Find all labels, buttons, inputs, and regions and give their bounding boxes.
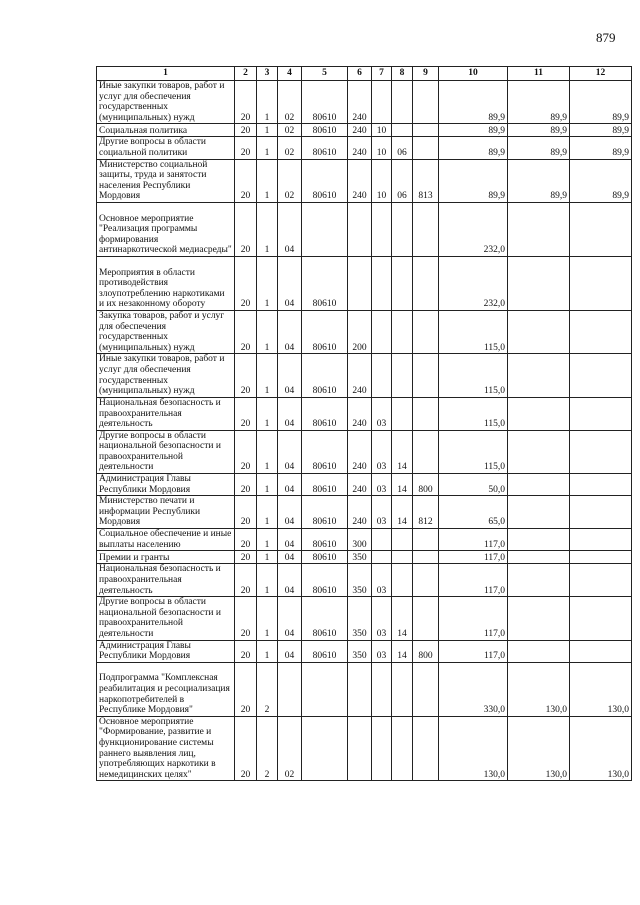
table-cell: 800: [413, 640, 439, 662]
table-cell: [508, 397, 570, 430]
table-cell: [413, 81, 439, 124]
row-name-cell: Администрация Главы Республики Мордовия: [97, 474, 235, 496]
table-cell: 20: [235, 310, 257, 353]
table-cell: [392, 202, 413, 256]
table-cell: 03: [372, 474, 392, 496]
table-cell: 80610: [302, 137, 348, 159]
table-cell: 04: [278, 202, 302, 256]
table-cell: 240: [348, 354, 372, 397]
table-cell: 80610: [302, 397, 348, 430]
table-row: [97, 354, 632, 397]
table-cell: 300: [348, 529, 372, 551]
table-cell: [570, 640, 632, 662]
table-cell: 1: [257, 310, 278, 353]
table-cell: 130,0: [570, 716, 632, 781]
table-cell: 80610: [302, 159, 348, 202]
table-cell: 232,0: [439, 256, 508, 310]
table-cell: [413, 430, 439, 473]
table-cell: 80610: [302, 354, 348, 397]
column-header: 10: [439, 67, 508, 81]
table-cell: 10: [372, 137, 392, 159]
table-cell: 10: [372, 159, 392, 202]
table-cell: 80610: [302, 564, 348, 597]
table-cell: [413, 564, 439, 597]
table-cell: 20: [235, 124, 257, 137]
table-cell: 80610: [302, 256, 348, 310]
table-cell: [278, 662, 302, 716]
table-cell: 1: [257, 159, 278, 202]
table-cell: 350: [348, 597, 372, 640]
table-cell: 200: [348, 310, 372, 353]
table-cell: 89,9: [439, 137, 508, 159]
column-header: 7: [372, 67, 392, 81]
table-cell: 130,0: [570, 662, 632, 716]
table-cell: 04: [278, 496, 302, 529]
table-cell: 20: [235, 640, 257, 662]
table-cell: 1: [257, 256, 278, 310]
row-name-cell: Подпрограмма "Комплексная реабилитация и ресоциализация наркопотребителей в Республике Мордовия": [97, 662, 235, 716]
column-header: 1: [97, 67, 235, 81]
table-cell: 89,9: [439, 81, 508, 124]
table-row: [97, 81, 632, 124]
table-cell: 240: [348, 474, 372, 496]
table-cell: [392, 529, 413, 551]
table-cell: 20: [235, 597, 257, 640]
table-cell: 04: [278, 430, 302, 473]
column-header: 11: [508, 67, 570, 81]
table-cell: 240: [348, 159, 372, 202]
table-cell: 1: [257, 551, 278, 564]
table-row: [97, 124, 632, 137]
table-cell: [302, 716, 348, 781]
row-name-cell: Иные закупки товаров, работ и услуг для обеспечения государственных (муниципальных) нужд: [97, 81, 235, 124]
table-cell: 04: [278, 354, 302, 397]
table-cell: [372, 354, 392, 397]
row-name-cell: Министерство социальной защиты, труда и занятости населения Республики Мордовия: [97, 159, 235, 202]
table-cell: 04: [278, 597, 302, 640]
table-cell: 240: [348, 124, 372, 137]
table-row: [97, 640, 632, 662]
table-cell: 03: [372, 640, 392, 662]
table-cell: 02: [278, 159, 302, 202]
table-cell: 240: [348, 81, 372, 124]
column-header: 9: [413, 67, 439, 81]
table-cell: [392, 256, 413, 310]
table-cell: [372, 551, 392, 564]
table-cell: [413, 597, 439, 640]
table-cell: 20: [235, 81, 257, 124]
table-cell: 06: [392, 137, 413, 159]
row-name-cell: Национальная безопасность и правоохранительная деятельность: [97, 564, 235, 597]
table-row: [97, 564, 632, 597]
row-name-cell: Администрация Главы Республики Мордовия: [97, 640, 235, 662]
table-cell: 1: [257, 529, 278, 551]
table-cell: 812: [413, 496, 439, 529]
table-cell: 80610: [302, 310, 348, 353]
table-cell: [570, 354, 632, 397]
table-cell: 20: [235, 662, 257, 716]
table-cell: [413, 397, 439, 430]
table-cell: [508, 640, 570, 662]
table-cell: [392, 124, 413, 137]
table-cell: 240: [348, 430, 372, 473]
table-cell: 02: [278, 137, 302, 159]
table-cell: [372, 310, 392, 353]
table-cell: [570, 397, 632, 430]
table-cell: 65,0: [439, 496, 508, 529]
table-cell: 2: [257, 662, 278, 716]
table-cell: [372, 81, 392, 124]
table-cell: [570, 474, 632, 496]
table-cell: [413, 529, 439, 551]
row-name-cell: Премии и гранты: [97, 551, 235, 564]
table-cell: 1: [257, 81, 278, 124]
table-row: [97, 430, 632, 473]
table-cell: 1: [257, 397, 278, 430]
table-cell: 89,9: [508, 124, 570, 137]
budget-table: [96, 66, 632, 781]
table-row: [97, 474, 632, 496]
row-name-cell: Другие вопросы в области национальной безопасности и правоохранительной деятельности: [97, 597, 235, 640]
row-name-cell: Мероприятия в области противодействия злоупотреблению наркотиками и их незаконному обороту: [97, 256, 235, 310]
table-cell: 04: [278, 551, 302, 564]
table-row: [97, 397, 632, 430]
table-cell: 89,9: [439, 124, 508, 137]
table-cell: 14: [392, 430, 413, 473]
table-cell: [570, 202, 632, 256]
table-row: [97, 529, 632, 551]
table-cell: 1: [257, 137, 278, 159]
table-row: [97, 202, 632, 256]
column-header: 6: [348, 67, 372, 81]
table-cell: 14: [392, 640, 413, 662]
table-cell: 1: [257, 640, 278, 662]
table-cell: 89,9: [570, 124, 632, 137]
table-cell: [348, 202, 372, 256]
table-cell: 03: [372, 397, 392, 430]
table-cell: [413, 202, 439, 256]
table-cell: 89,9: [508, 159, 570, 202]
table-cell: 04: [278, 310, 302, 353]
table-cell: [570, 256, 632, 310]
table-row: [97, 662, 632, 716]
table-cell: 04: [278, 640, 302, 662]
table-cell: 80610: [302, 124, 348, 137]
table-cell: [348, 662, 372, 716]
table-cell: [302, 662, 348, 716]
table-cell: [570, 496, 632, 529]
table-cell: 89,9: [570, 137, 632, 159]
table-cell: [508, 430, 570, 473]
row-name-cell: Основное мероприятие "Формирование, развитие и функционирование системы раннего выявления лиц, употребляющих наркотики в немедицинских целях": [97, 716, 235, 781]
table-row: [97, 496, 632, 529]
table-cell: 1: [257, 564, 278, 597]
table-cell: 20: [235, 551, 257, 564]
table-cell: [392, 354, 413, 397]
table-cell: 20: [235, 159, 257, 202]
column-header: 3: [257, 67, 278, 81]
row-name-cell: Закупка товаров, работ и услуг для обеспечения государственных (муниципальных) нужд: [97, 310, 235, 353]
table-cell: [392, 397, 413, 430]
table-cell: [392, 81, 413, 124]
table-cell: 80610: [302, 496, 348, 529]
row-name-cell: Другие вопросы в области национальной безопасности и правоохранительной деятельности: [97, 430, 235, 473]
table-cell: 350: [348, 564, 372, 597]
table-cell: [413, 137, 439, 159]
table-cell: [570, 551, 632, 564]
table-cell: 80610: [302, 529, 348, 551]
table-row: [97, 597, 632, 640]
table-cell: [392, 551, 413, 564]
table-cell: 89,9: [570, 159, 632, 202]
table-cell: 89,9: [439, 159, 508, 202]
table-cell: 04: [278, 474, 302, 496]
table-cell: [392, 310, 413, 353]
table-cell: 20: [235, 397, 257, 430]
table-cell: 14: [392, 474, 413, 496]
table-header-row: [97, 67, 632, 81]
row-name-cell: Иные закупки товаров, работ и услуг для обеспечения государственных (муниципальных) нужд: [97, 354, 235, 397]
table-cell: [508, 256, 570, 310]
table-cell: 1: [257, 430, 278, 473]
table-cell: [508, 202, 570, 256]
table-cell: 80610: [302, 430, 348, 473]
table-cell: 1: [257, 597, 278, 640]
table-cell: [413, 256, 439, 310]
table-cell: [413, 354, 439, 397]
table-cell: 813: [413, 159, 439, 202]
table-row: [97, 310, 632, 353]
table-cell: 03: [372, 564, 392, 597]
table-cell: [348, 716, 372, 781]
table-cell: [372, 529, 392, 551]
table-cell: 89,9: [508, 137, 570, 159]
table-cell: 80610: [302, 640, 348, 662]
table-cell: 240: [348, 397, 372, 430]
table-cell: 03: [372, 496, 392, 529]
column-header: 8: [392, 67, 413, 81]
table-cell: 117,0: [439, 597, 508, 640]
table-cell: [413, 662, 439, 716]
row-name-cell: Социальная политика: [97, 124, 235, 137]
table-cell: 20: [235, 354, 257, 397]
table-cell: [372, 662, 392, 716]
table-cell: 80610: [302, 597, 348, 640]
table-cell: [392, 564, 413, 597]
table-cell: [570, 597, 632, 640]
table-cell: 02: [278, 81, 302, 124]
table-cell: [348, 256, 372, 310]
table-cell: [392, 662, 413, 716]
table-cell: 89,9: [570, 81, 632, 124]
column-header: 4: [278, 67, 302, 81]
table-cell: [570, 529, 632, 551]
table-cell: 04: [278, 397, 302, 430]
table-row: [97, 159, 632, 202]
table-cell: 115,0: [439, 354, 508, 397]
table-cell: [413, 310, 439, 353]
table-cell: 20: [235, 256, 257, 310]
table-cell: 1: [257, 202, 278, 256]
table-cell: 80610: [302, 474, 348, 496]
table-cell: [392, 716, 413, 781]
table-cell: 20: [235, 496, 257, 529]
table-cell: 03: [372, 430, 392, 473]
table-cell: [508, 551, 570, 564]
table-row: [97, 716, 632, 781]
table-cell: 330,0: [439, 662, 508, 716]
table-cell: 240: [348, 496, 372, 529]
row-name-cell: Социальное обеспечение и иные выплаты населению: [97, 529, 235, 551]
table-cell: [508, 496, 570, 529]
table-cell: [372, 716, 392, 781]
table-cell: 80610: [302, 81, 348, 124]
table-cell: 20: [235, 564, 257, 597]
table-cell: [302, 202, 348, 256]
table-cell: 80610: [302, 551, 348, 564]
table-row: [97, 551, 632, 564]
table-cell: 10: [372, 124, 392, 137]
table-row: [97, 137, 632, 159]
table-cell: 1: [257, 474, 278, 496]
table-cell: 115,0: [439, 430, 508, 473]
row-name-cell: Основное мероприятие "Реализация программы формирования антинаркотической медиасреды": [97, 202, 235, 256]
table-cell: 1: [257, 496, 278, 529]
table-cell: 50,0: [439, 474, 508, 496]
table-cell: 1: [257, 124, 278, 137]
table-cell: 04: [278, 529, 302, 551]
table-cell: [372, 202, 392, 256]
page-number: 879: [596, 30, 616, 45]
row-name-cell: Министерство печати и информации Республики Мордовия: [97, 496, 235, 529]
table-cell: 02: [278, 716, 302, 781]
table-cell: 115,0: [439, 310, 508, 353]
row-name-cell: Другие вопросы в области социальной политики: [97, 137, 235, 159]
column-header: 5: [302, 67, 348, 81]
table-cell: 04: [278, 564, 302, 597]
table-cell: 117,0: [439, 640, 508, 662]
table-cell: [508, 597, 570, 640]
table-cell: 2: [257, 716, 278, 781]
column-header: 12: [570, 67, 632, 81]
table-cell: 20: [235, 529, 257, 551]
table-cell: 20: [235, 430, 257, 473]
row-name-cell: Национальная безопасность и правоохранительная деятельность: [97, 397, 235, 430]
table-cell: [372, 256, 392, 310]
table-cell: 117,0: [439, 529, 508, 551]
table-cell: [508, 310, 570, 353]
table-row: [97, 256, 632, 310]
table-cell: [508, 354, 570, 397]
table-cell: [413, 124, 439, 137]
table-cell: 117,0: [439, 551, 508, 564]
table-cell: 03: [372, 597, 392, 640]
table-cell: 1: [257, 354, 278, 397]
table-cell: 350: [348, 551, 372, 564]
table-cell: [508, 474, 570, 496]
table-cell: 20: [235, 716, 257, 781]
table-cell: 14: [392, 496, 413, 529]
table-cell: 232,0: [439, 202, 508, 256]
table-cell: 20: [235, 474, 257, 496]
table-cell: 800: [413, 474, 439, 496]
table-cell: [413, 551, 439, 564]
table-cell: 117,0: [439, 564, 508, 597]
table-cell: 14: [392, 597, 413, 640]
column-header: 2: [235, 67, 257, 81]
table-cell: 130,0: [508, 662, 570, 716]
table-cell: [570, 310, 632, 353]
table-cell: 02: [278, 124, 302, 137]
table-cell: 115,0: [439, 397, 508, 430]
table-cell: [570, 430, 632, 473]
table-cell: 04: [278, 256, 302, 310]
table-cell: [508, 529, 570, 551]
table-cell: [508, 564, 570, 597]
table-cell: [413, 716, 439, 781]
table-cell: 240: [348, 137, 372, 159]
table-cell: [570, 564, 632, 597]
table-cell: 20: [235, 202, 257, 256]
table-cell: 350: [348, 640, 372, 662]
table-cell: 130,0: [508, 716, 570, 781]
table-cell: 20: [235, 137, 257, 159]
table-cell: 06: [392, 159, 413, 202]
table-cell: 130,0: [439, 716, 508, 781]
table-cell: 89,9: [508, 81, 570, 124]
